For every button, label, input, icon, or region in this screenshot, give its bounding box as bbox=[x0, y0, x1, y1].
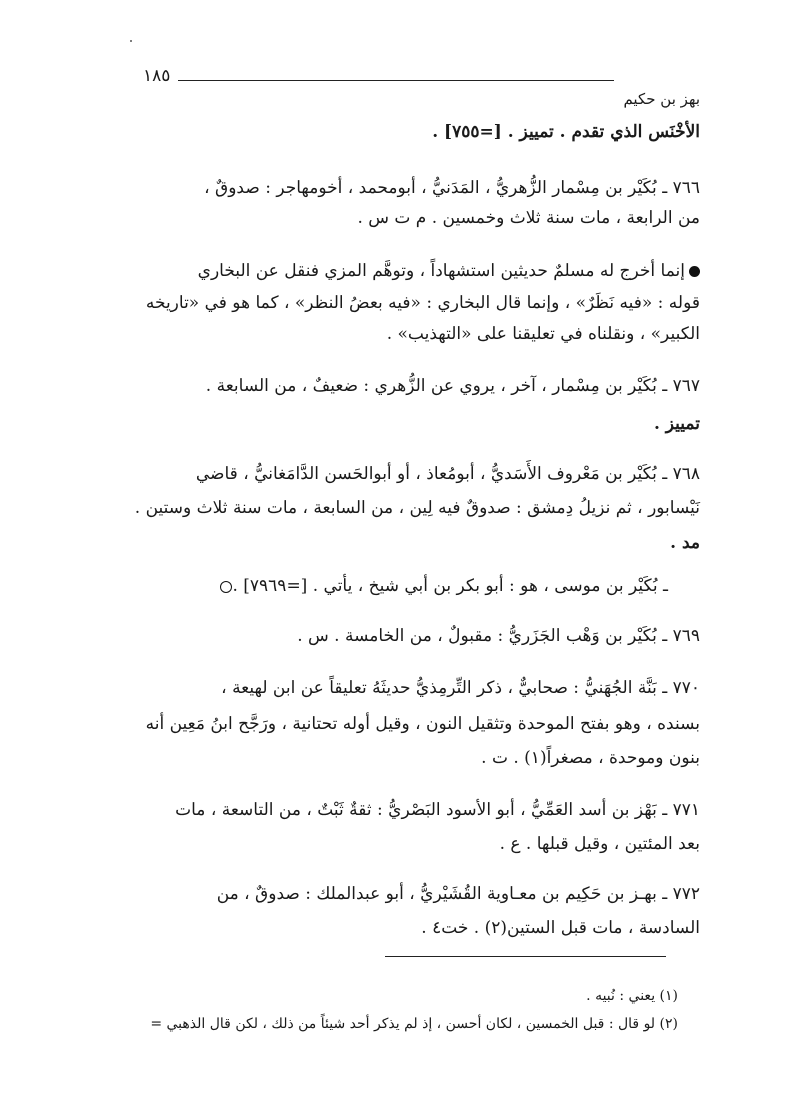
entry-769-line-1: ٧٦٩ ـ بُكَيْر بن وَهْب الجَزَريُّ : مقبولٌ ، من الخامسة . س . bbox=[297, 626, 700, 646]
entry-772-line-1: ٧٧٢ ـ بهـز بن حَكِيم بن معـاوية القُشَيْريُّ ، أبو عبدالملك : صدوقٌ ، من bbox=[216, 884, 700, 904]
entry-771-line-1: ٧٧١ ـ بَهْز بن أسد العَمِّيُّ ، أبو الأسود البَصْريُّ : ثقةٌ ثَبْتٌ ، من التاسعة ، مات bbox=[175, 800, 700, 820]
hollow-circle-icon bbox=[220, 581, 232, 593]
footnote-1: (١) يعني : نُبيه . bbox=[586, 988, 678, 1004]
entry-770-line-1: ٧٧٠ ـ بَنَّة الجُهَنيُّ : صحابيٌّ ، ذكر التِّرمِذيُّ حديثَهُ تعليقاً عن ابن لهيعة ، bbox=[221, 678, 700, 698]
commentary-line-3: الكبير» ، ونقلناه في تعليقنا على «التهذيب» . bbox=[386, 324, 700, 344]
header-rule bbox=[178, 80, 614, 81]
commentary-text-1: إنما أخرج له مسلمٌ حديثين استشهاداً ، وتوهَّم المزي فنقل عن البخاري bbox=[197, 261, 685, 281]
cross-reference-line bbox=[216, 574, 668, 598]
entry-768-line-2: نَيْسابور ، ثم نزيلُ دِمشق : صدوقٌ فيه لِين ، من السابعة ، مات سنة ثلاث وستين . bbox=[134, 498, 700, 518]
commentary-line-2: قوله : «فيه نَظَرٌ» ، وإنما قال البخاري : «فيه بعضُ النظر» ، كما هو في «تاريخه bbox=[145, 293, 700, 313]
entry-770-line-2: بسنده ، وهو بفتح الموحدة وتثقيل النون ، وقيل أوله تحتانية ، ورَجَّح ابنُ مَعِين أنه bbox=[145, 714, 700, 734]
text-line-1: الأخْنَس الذي تقدم . تمييز . [=٧٥٥] . bbox=[432, 122, 700, 142]
entry-772-line-2: السادسة ، مات قبل الستين(٢) . خت٤ . bbox=[421, 918, 700, 938]
entry-768-line-3: مد . bbox=[670, 533, 700, 553]
cross-reference-text: ـ بُكَيْر بن موسى ، هو : أبو بكر بن أبي شيخ ، يأتي . [=٧٩٦٩] . bbox=[232, 576, 668, 596]
scan-speck bbox=[130, 40, 132, 42]
page-number: ١٨٥ bbox=[143, 66, 171, 86]
entry-770-line-3: بنون وموحدة ، مصغراً(١) . ت . bbox=[481, 748, 700, 768]
bullet-icon bbox=[689, 266, 700, 277]
entry-766-line-2: من الرابعة ، مات سنة ثلاث وخمسين . م ت س . bbox=[357, 208, 700, 228]
footnote-2: (٢) لو قال : قبل الخمسين ، لكان أحسن ، إذ لم يذكر أحد شيئاً من ذلك ، لكن قال الذهبي = bbox=[150, 1016, 678, 1032]
entry-771-line-2: بعد المئتين ، وقيل قبلها . ع . bbox=[499, 834, 700, 854]
entry-768-line-1: ٧٦٨ ـ بُكَيْر بن مَعْروف الأَسَديُّ ، أبومُعاذ ، أو أبوالحَسن الدَّامَغانيُّ ، قاضي bbox=[195, 464, 700, 484]
footnote-rule bbox=[385, 956, 666, 957]
running-title: بهز بن حكيم bbox=[623, 90, 700, 108]
entry-767-line-2: تمييز . bbox=[653, 414, 700, 434]
entry-767-line-1: ٧٦٧ ـ بُكَيْر بن مِسْمار ، آخر ، يروي عن الزُّهري : ضعيفٌ ، من السابعة . bbox=[205, 376, 700, 396]
commentary-line-1 bbox=[198, 259, 700, 283]
entry-766-line-1: ٧٦٦ ـ بُكَيْر بن مِسْمار الزُّهريُّ ، المَدَنيُّ ، أبومحمد ، أخومهاجر : صدوقٌ ، bbox=[204, 178, 700, 198]
